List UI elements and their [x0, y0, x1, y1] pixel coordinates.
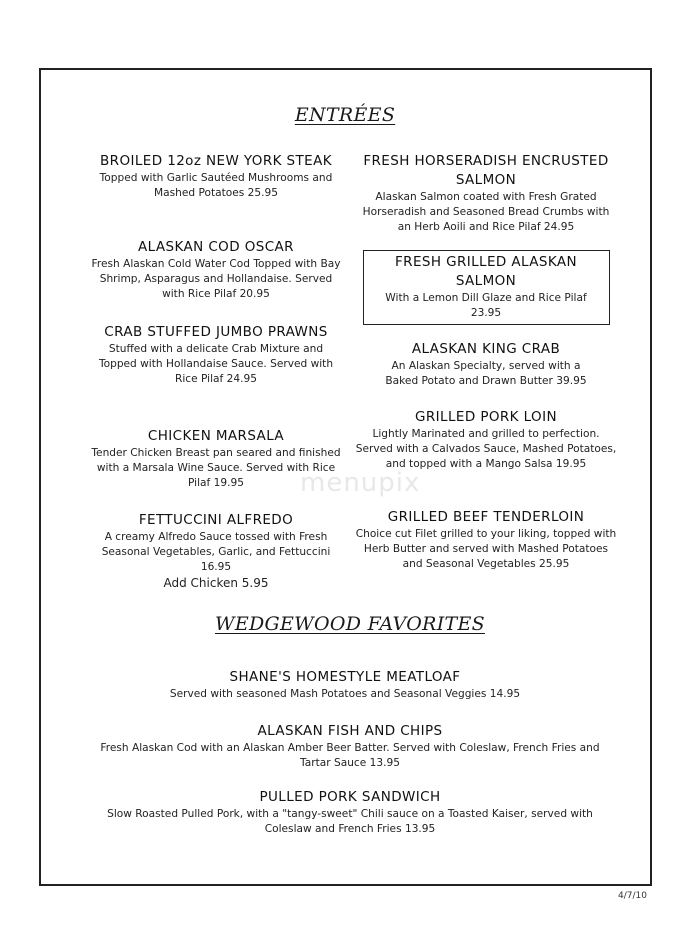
item-title: ALASKAN COD OSCAR	[138, 239, 294, 255]
menu-item-pork-loin	[355, 408, 617, 472]
item-title: CRAB STUFFED JUMBO PRAWNS	[104, 324, 328, 340]
menu-date: 4/7/10	[618, 891, 647, 901]
item-description: Stuffed with a delicate Crab Mixture and Topped with Hollandaise Sauce. Served with Rice Pilaf 24.95	[98, 343, 334, 385]
menu-item-grilled-salmon	[355, 253, 617, 321]
menu-item-king-crab	[355, 340, 617, 389]
item-title: PULLED PORK SANDWICH	[259, 789, 441, 805]
menu-item-ny-steak	[90, 152, 342, 201]
item-description: With a Lemon Dill Glaze and Rice Pilaf 23.95	[385, 292, 587, 319]
item-title: FETTUCCINI ALFREDO	[138, 512, 294, 528]
item-description: An Alaskan Specialty, served with a Baked Potato and Drawn Butter 39.95	[385, 360, 587, 387]
item-description: Served with seasoned Mash Potatoes and Seasonal Veggies 14.95	[169, 688, 521, 700]
menu-item-beef-tenderloin	[355, 508, 617, 572]
favorite-item-fish-and-chips	[100, 722, 600, 771]
item-description: Alaskan Salmon coated with Fresh Grated Horseradish and Seasoned Bread Crumbs with an Herb Aoili and Rice Pilaf 24.95	[362, 191, 610, 233]
menu-item-cod-oscar	[90, 238, 342, 302]
item-title: ALASKAN FISH AND CHIPS	[257, 723, 443, 739]
item-title: CHICKEN MARSALA	[147, 428, 285, 444]
entrees-heading: ENTRÉES	[294, 104, 396, 126]
item-add-on: Add Chicken 5.95	[163, 576, 269, 590]
menu-item-crab-prawns	[90, 323, 342, 387]
item-description: Lightly Marinated and grilled to perfection. Served with a Calvados Sauce, Mashed Potatoes, and topped with a Mango Salsa 19.95	[355, 428, 617, 470]
item-description: Topped with Garlic Sautéed Mushrooms and Mashed Potatoes 25.95	[99, 172, 333, 199]
favorites-heading: WEDGEWOOD FAVORITES	[215, 613, 485, 635]
item-title: BROILED 12oz NEW YORK STEAK	[100, 153, 332, 169]
item-description: Choice cut Filet grilled to your liking, topped with Herb Butter and served with Mashed Potatoes and Seasonal Vegetables 25.95	[355, 528, 617, 570]
favorite-item-meatloaf	[80, 668, 610, 702]
item-title: FRESH GRILLED ALASKAN SALMON	[395, 254, 577, 289]
menu-item-fettuccini-alfredo	[90, 511, 342, 592]
item-title: GRILLED PORK LOIN	[415, 409, 557, 425]
item-description: Tender Chicken Breast pan seared and finished with a Marsala Wine Sauce. Served with Rice Pilaf 19.95	[91, 447, 341, 489]
menu-item-horseradish-salmon	[355, 152, 617, 235]
item-title: FRESH HORSERADISH ENCRUSTED SALMON	[363, 153, 609, 188]
item-title: ALASKAN KING CRAB	[411, 341, 561, 357]
favorite-item-pulled-pork	[100, 788, 600, 837]
menu-item-chicken-marsala	[90, 427, 342, 491]
watermark-text: menupix	[300, 468, 421, 498]
item-description: A creamy Alfredo Sauce tossed with Fresh Seasonal Vegetables, Garlic, and Fettuccini 16.95	[101, 531, 331, 573]
item-description: Slow Roasted Pulled Pork, with a "tangy-sweet" Chili sauce on a Toasted Kaiser, served with Coleslaw and French Fries 13.95	[107, 808, 593, 835]
item-description: Fresh Alaskan Cold Water Cod Topped with Bay Shrimp, Asparagus and Hollandaise. Served with Rice Pilaf 20.95	[91, 258, 341, 300]
item-title: GRILLED BEEF TENDERLOIN	[387, 509, 585, 525]
item-title: SHANE'S HOMESTYLE MEATLOAF	[229, 669, 461, 685]
item-description: Fresh Alaskan Cod with an Alaskan Amber Beer Batter. Served with Coleslaw, French Fries and Tartar Sauce 13.95	[100, 742, 600, 769]
